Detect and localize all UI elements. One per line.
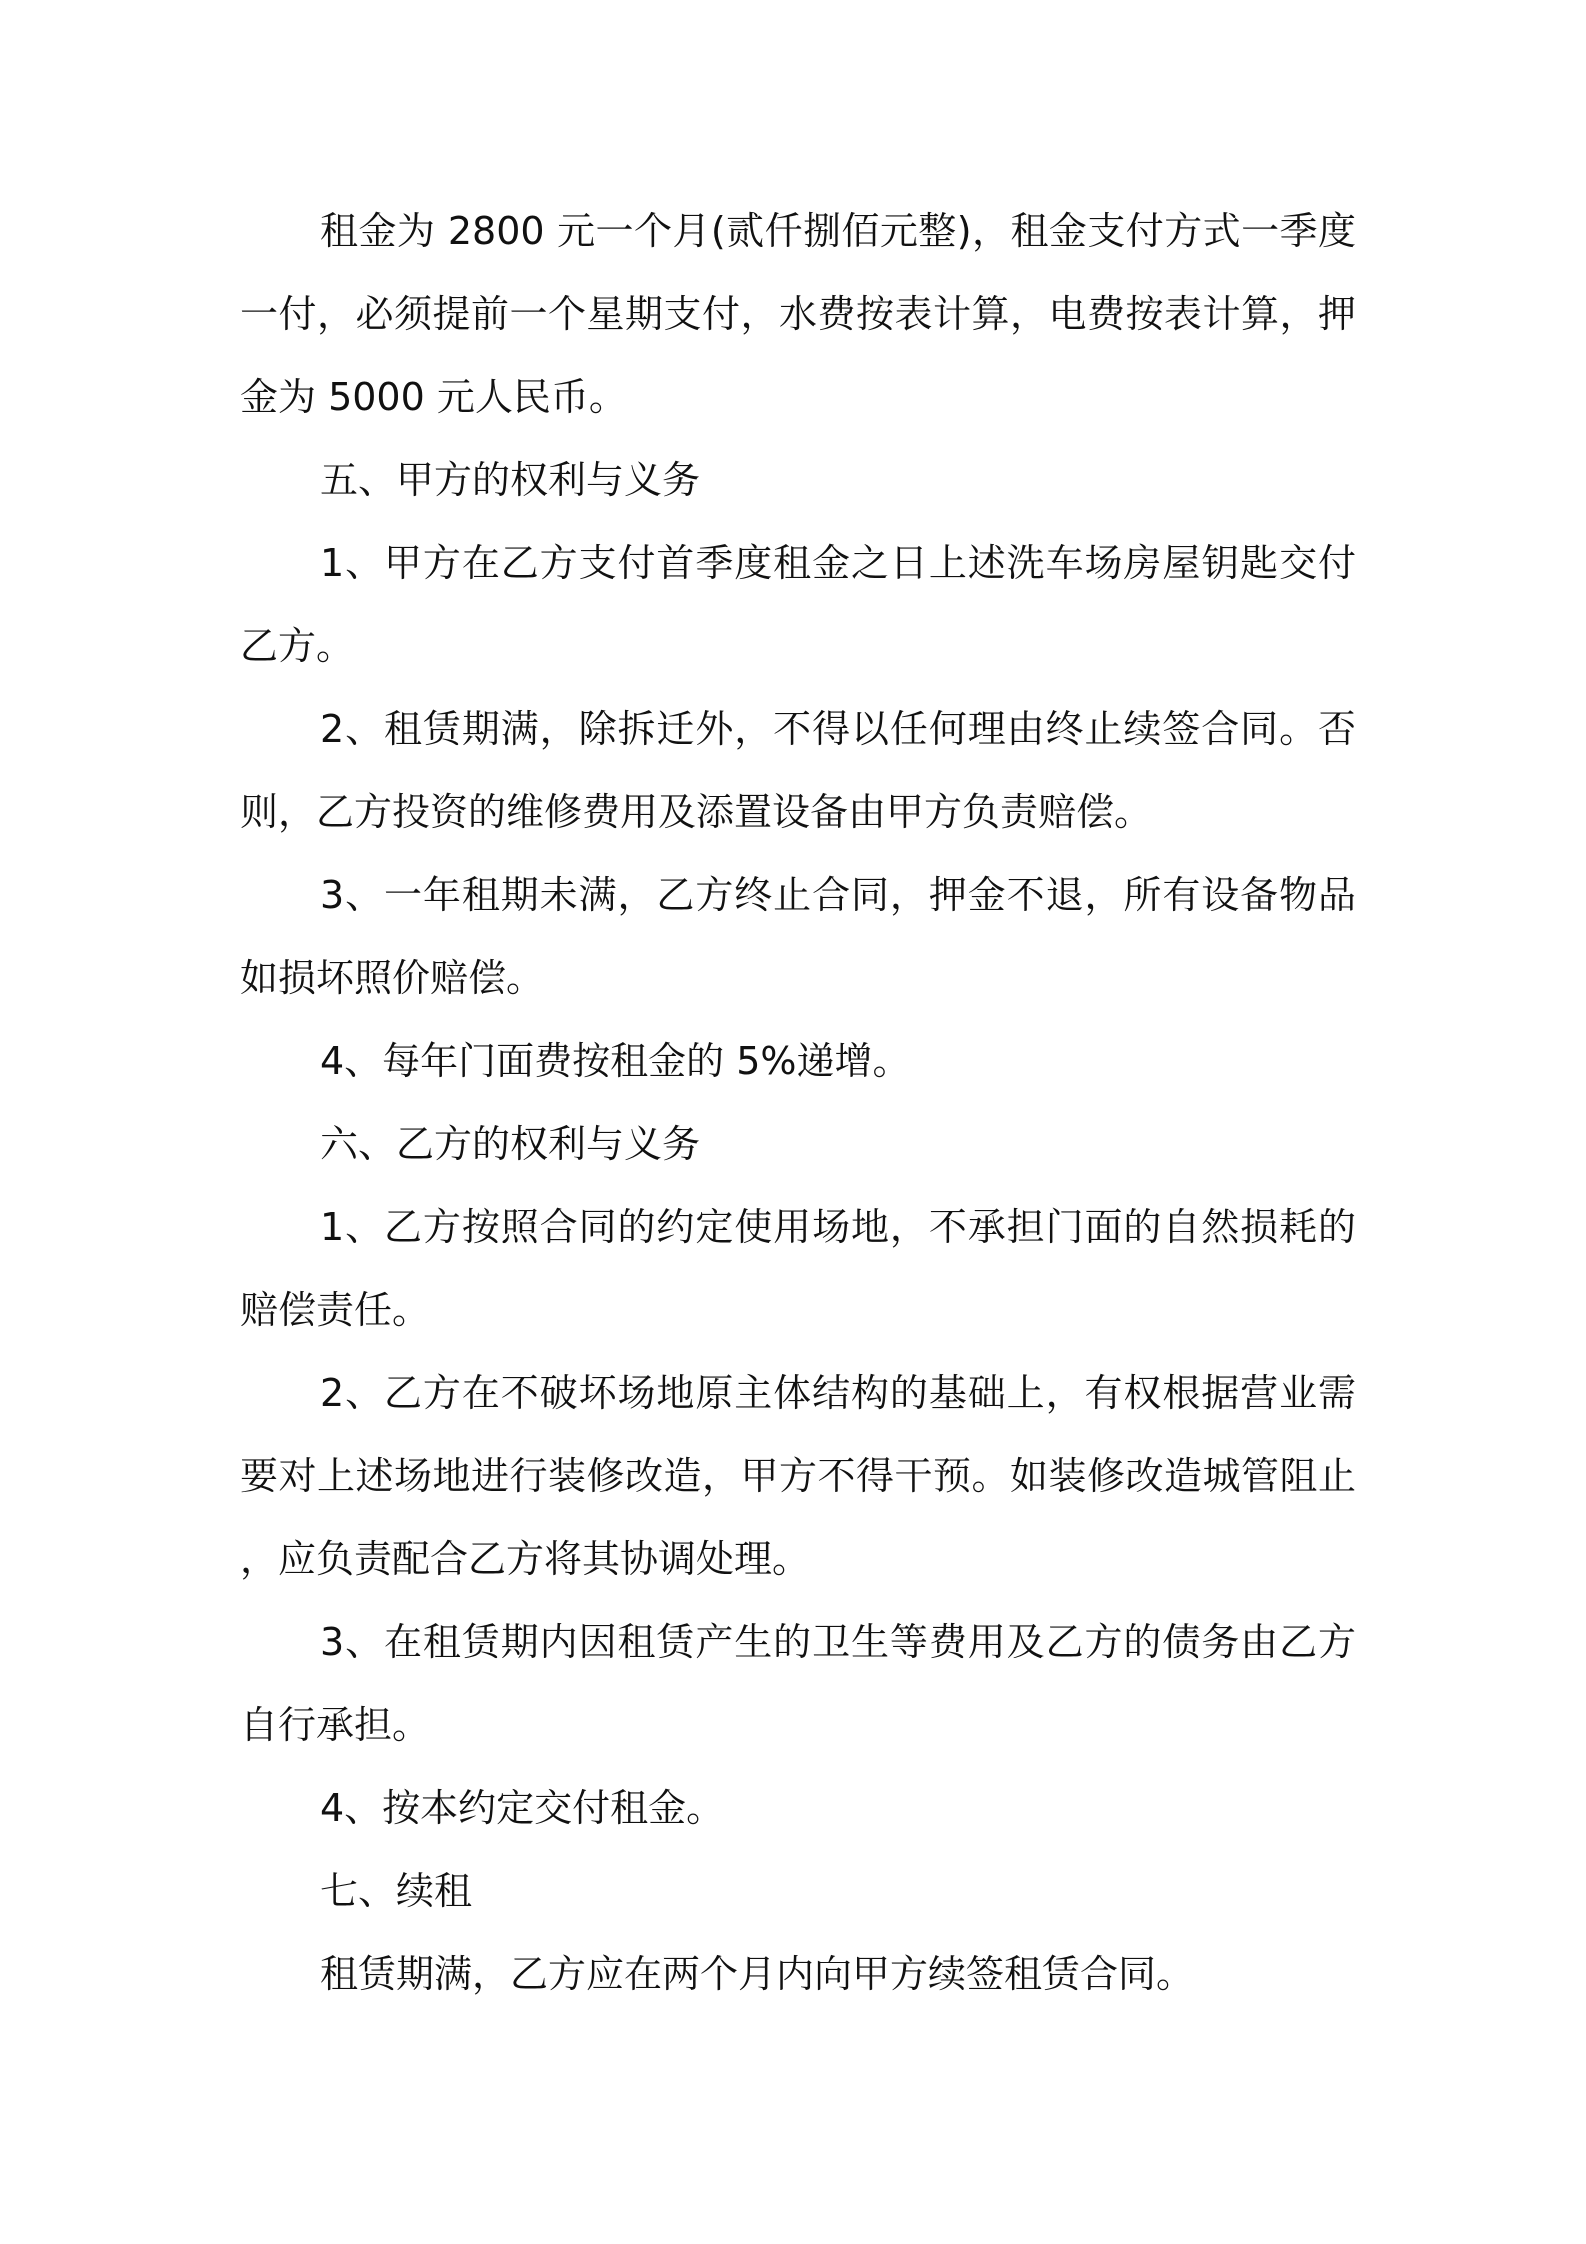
paragraph-b-4: 4、按本约定交付租金。	[320, 1786, 725, 1830]
section-heading-party-a: 五、甲方的权利与义务	[320, 458, 701, 502]
paragraph-a-3: 3、一年租期未满，乙方终止合同，押金不退，所有设备物品如损坏照价赔偿。	[240, 873, 1356, 1000]
paragraph-b-2: 2、乙方在不破坏场地原主体结构的基础上，有权根据营业需要对上述场地进行装修改造，甲方不得干预。如装修改造城管阻止，应负责配合乙方将其协调处理。	[240, 1371, 1356, 1581]
section-heading-party-b: 六、乙方的权利与义务	[320, 1122, 701, 1166]
section-heading-renewal: 七、续租	[320, 1869, 473, 1913]
paragraph-a-2: 2、租赁期满，除拆迁外，不得以任何理由终止续签合同。否则，乙方投资的维修费用及添置设备由甲方负责赔偿。	[240, 707, 1356, 834]
paragraph-rent-terms: 租金为 2800 元一个月(贰仟捌佰元整)，租金支付方式一季度一付，必须提前一个星期支付，水费按表计算，电费按表计算，押金为 5000 元人民币。	[240, 209, 1356, 419]
paragraph-a-1: 1、甲方在乙方支付首季度租金之日上述洗车场房屋钥匙交付乙方。	[240, 541, 1356, 668]
paragraph-b-1: 1、乙方按照合同的约定使用场地，不承担门面的自然损耗的赔偿责任。	[240, 1205, 1356, 1332]
paragraph-b-3: 3、在租赁期内因租赁产生的卫生等费用及乙方的债务由乙方自行承担。	[240, 1620, 1356, 1747]
paragraph-renewal: 租赁期满，乙方应在两个月内向甲方续签租赁合同。	[320, 1952, 1195, 1996]
paragraph-a-4: 4、每年门面费按租金的 5%递增。	[320, 1039, 911, 1083]
document-body	[240, 190, 1356, 2016]
